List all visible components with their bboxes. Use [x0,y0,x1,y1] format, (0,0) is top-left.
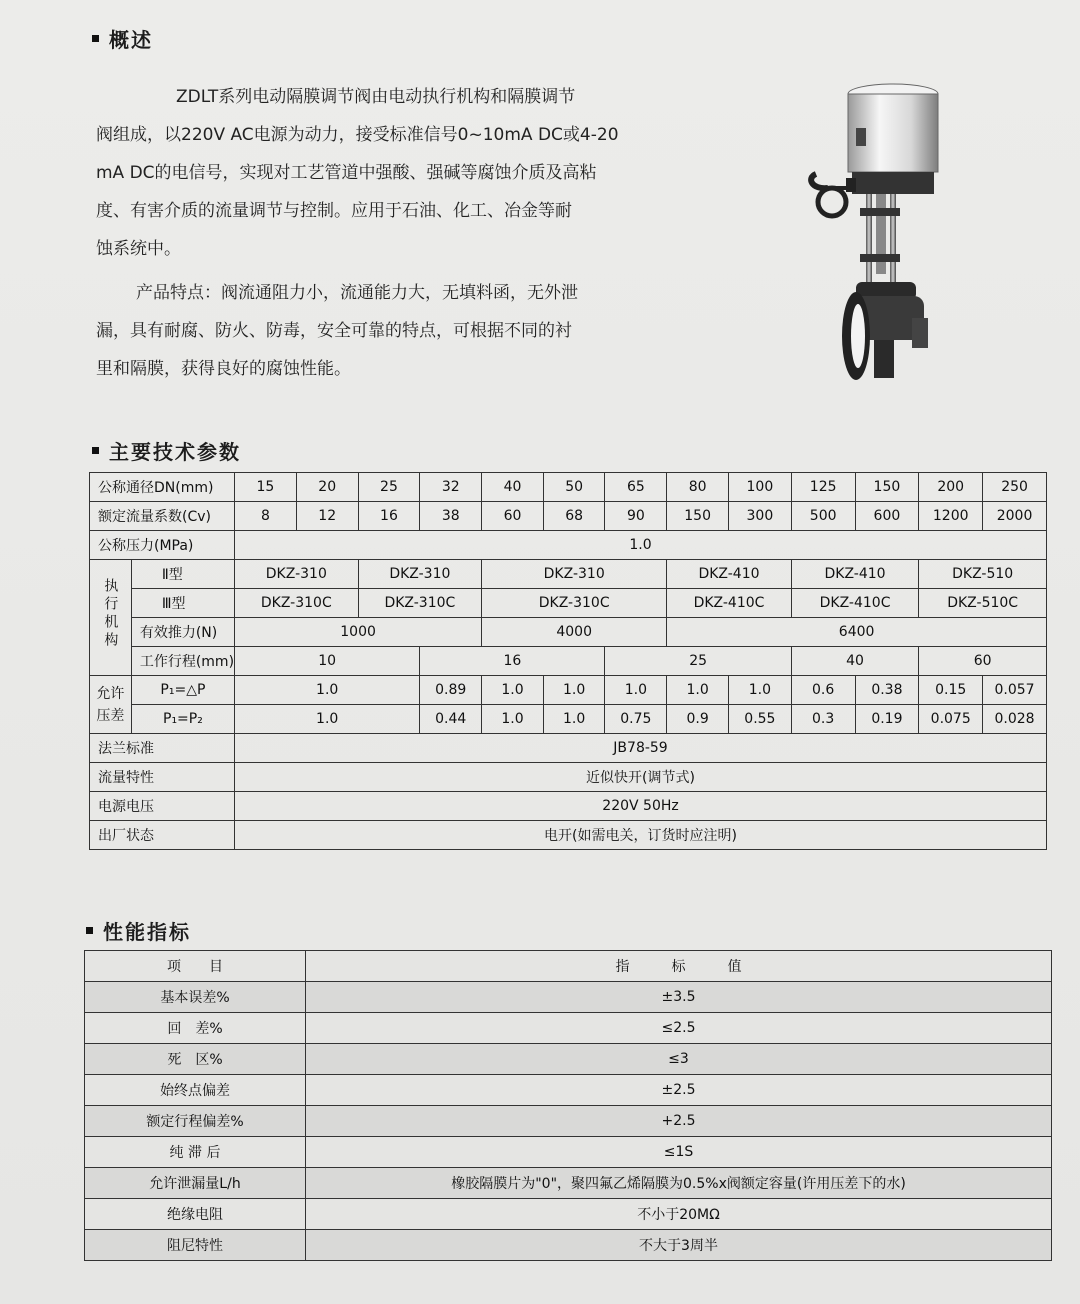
power-value: 220V 50Hz [235,792,1047,821]
p1-p2-cell: 0.9 [667,705,729,734]
flow-label: 流量特性 [90,763,235,792]
table-row [85,982,1052,1013]
table-row [90,473,1047,502]
cv-cell: 16 [358,502,420,531]
performance-table [84,950,1052,1261]
p1-dp-cell: 1.0 [667,676,729,705]
dn-cell: 40 [482,473,544,502]
table-row [90,734,1047,763]
flange-value: JB78-59 [235,734,1047,763]
flange-label: 法兰标准 [90,734,235,763]
perf-value: ≤1S [306,1137,1052,1168]
p1-dp-label: P₁=△P [131,676,234,705]
perf-item: 始终点偏差 [85,1075,306,1106]
table-row [90,821,1047,850]
p1-p2-cell: 0.075 [919,705,983,734]
valve-product-image [786,78,956,388]
type2-cell: DKZ-410 [791,560,919,589]
actuator-label: 执行机构 [90,560,132,676]
table-row [90,531,1047,560]
dn-cell: 80 [667,473,729,502]
table-row [90,763,1047,792]
dn-cell: 20 [296,473,358,502]
dn-cell: 65 [605,473,667,502]
p1-p2-cell: 0.028 [983,705,1047,734]
text-line: 产品特点：阀流通阻力小，流通能力大，无填料函，无外泄 [136,283,578,303]
p1-dp-cell: 1.0 [235,676,420,705]
cv-cell: 90 [605,502,667,531]
cv-cell: 2000 [983,502,1047,531]
type2-cell: DKZ-510 [919,560,1047,589]
perf-value: 不小于20MΩ [306,1199,1052,1230]
perf-item: 回 差% [85,1013,306,1044]
perf-item: 死 区% [85,1044,306,1075]
text-line: 阀组成，以220V AC电源为动力，接受标准信号0~10mA DC或4-20 [96,125,619,145]
dn-cell: 125 [791,473,855,502]
table-row [85,1137,1052,1168]
p1-p2-cell: 1.0 [235,705,420,734]
table-row [85,1013,1052,1044]
perf-item: 绝缘电阻 [85,1199,306,1230]
head-value: 指 标 值 [306,951,1052,982]
type2-cell: DKZ-410 [667,560,792,589]
type2-cell: DKZ-310 [482,560,667,589]
overview-paragraph-2 [96,274,578,388]
bullet-square-icon [86,927,93,934]
dn-cell: 32 [420,473,482,502]
type3-cell: DKZ-410C [667,589,792,618]
flow-value: 近似快开(调节式) [235,763,1047,792]
cv-cell: 300 [729,502,792,531]
text-line: mA DC的电信号，实现对工艺管道中强酸、强碱等腐蚀介质及高粘 [96,163,597,183]
table-row [90,502,1047,531]
perf-value: ≤3 [306,1044,1052,1075]
thrust-cell: 6400 [667,618,1047,647]
type3-cell: DKZ-310C [235,589,359,618]
cv-cell: 150 [667,502,729,531]
table-row [90,676,1047,705]
type3-cell: DKZ-310C [358,589,482,618]
table-row [85,1106,1052,1137]
dn-cell: 100 [729,473,792,502]
perf-item: 基本误差% [85,982,306,1013]
cv-cell: 12 [296,502,358,531]
p1-dp-cell: 1.0 [605,676,667,705]
factory-value: 电开(如需电关，订货时应注明) [235,821,1047,850]
type3-label: Ⅲ型 [131,589,234,618]
dn-cell: 150 [855,473,919,502]
cv-cell: 600 [855,502,919,531]
perf-item: 额定行程偏差% [85,1106,306,1137]
dn-cell: 25 [358,473,420,502]
p1-dp-cell: 1.0 [543,676,605,705]
performance-title: 性能指标 [86,916,191,945]
table-row [85,1230,1052,1261]
perf-value: ±2.5 [306,1075,1052,1106]
overview-paragraph-1 [96,78,619,268]
pn-value: 1.0 [235,531,1047,560]
p1-dp-cell: 1.0 [482,676,544,705]
p1-p2-cell: 0.19 [855,705,919,734]
table-row [85,1168,1052,1199]
cv-cell: 38 [420,502,482,531]
table-row [90,792,1047,821]
type2-label: Ⅱ型 [131,560,234,589]
perf-value: ≤2.5 [306,1013,1052,1044]
p1-dp-cell: 0.89 [420,676,482,705]
p1-p2-cell: 0.3 [791,705,855,734]
type3-cell: DKZ-310C [482,589,667,618]
text-line: 蚀系统中。 [96,239,181,259]
perf-item: 允许泄漏量L/h [85,1168,306,1199]
text-line: 度、有害介质的流量调节与控制。应用于石油、化工、冶金等耐 [96,201,572,221]
p1-dp-cell: 0.057 [983,676,1047,705]
text-line: 漏，具有耐腐、防火、防毒，安全可靠的特点，可根据不同的衬 [96,321,572,341]
cv-label: 额定流量系数(Cv) [90,502,235,531]
text-line: ZDLT系列电动隔膜调节阀由电动执行机构和隔膜调节 [176,87,576,107]
p1-p2-cell: 1.0 [482,705,544,734]
stroke-cell: 25 [605,647,791,676]
dn-cell: 50 [543,473,605,502]
dn-label: 公称通径DN(mm) [90,473,235,502]
stroke-cell: 60 [919,647,1047,676]
cv-cell: 68 [543,502,605,531]
dn-cell: 200 [919,473,983,502]
table-header-row [85,951,1052,982]
dn-cell: 15 [235,473,297,502]
cv-cell: 1200 [919,502,983,531]
thrust-cell: 4000 [482,618,667,647]
dn-cell: 250 [983,473,1047,502]
p1-dp-cell: 0.6 [791,676,855,705]
type3-cell: DKZ-410C [791,589,919,618]
table-row [90,589,1047,618]
p1-p2-cell: 0.55 [729,705,792,734]
p1-p2-label: P₁=P₂ [131,705,234,734]
type2-cell: DKZ-310 [235,560,359,589]
table-row [90,647,1047,676]
stroke-cell: 10 [235,647,420,676]
head-item: 项 目 [85,951,306,982]
table-row [85,1199,1052,1230]
perf-item: 纯 滞 后 [85,1137,306,1168]
thrust-cell: 1000 [235,618,482,647]
cv-cell: 60 [482,502,544,531]
table-row [85,1044,1052,1075]
stroke-cell: 40 [791,647,919,676]
p1-p2-cell: 0.75 [605,705,667,734]
p1-dp-cell: 0.38 [855,676,919,705]
type3-cell: DKZ-510C [919,589,1047,618]
p1-p2-cell: 1.0 [543,705,605,734]
stroke-label: 工作行程(mm) [131,647,234,676]
overview-title: 概述 [92,24,153,53]
cv-cell: 500 [791,502,855,531]
table-row [85,1075,1052,1106]
params-table [89,472,1047,850]
p1-dp-cell: 1.0 [729,676,792,705]
bullet-square-icon [92,447,99,454]
p1-p2-cell: 0.44 [420,705,482,734]
perf-item: 阻尼特性 [85,1230,306,1261]
table-row [90,618,1047,647]
power-label: 电源电压 [90,792,235,821]
bullet-square-icon [92,35,99,42]
factory-label: 出厂状态 [90,821,235,850]
stroke-cell: 16 [420,647,605,676]
perf-value: +2.5 [306,1106,1052,1137]
table-row [90,705,1047,734]
perf-value: 橡胶隔膜片为"0"，聚四氟乙烯隔膜为0.5%x阀额定容量(许用压差下的水) [306,1168,1052,1199]
perf-value: ±3.5 [306,982,1052,1013]
perf-value: 不大于3周半 [306,1230,1052,1261]
params-title: 主要技术参数 [92,436,241,465]
cv-cell: 8 [235,502,297,531]
thrust-label: 有效推力(N) [131,618,234,647]
dp-label: 允许压差 [90,676,132,734]
p1-dp-cell: 0.15 [919,676,983,705]
table-row [90,560,1047,589]
text-line: 里和隔膜，获得良好的腐蚀性能。 [96,359,351,379]
type2-cell: DKZ-310 [358,560,482,589]
pn-label: 公称压力(MPa) [90,531,235,560]
